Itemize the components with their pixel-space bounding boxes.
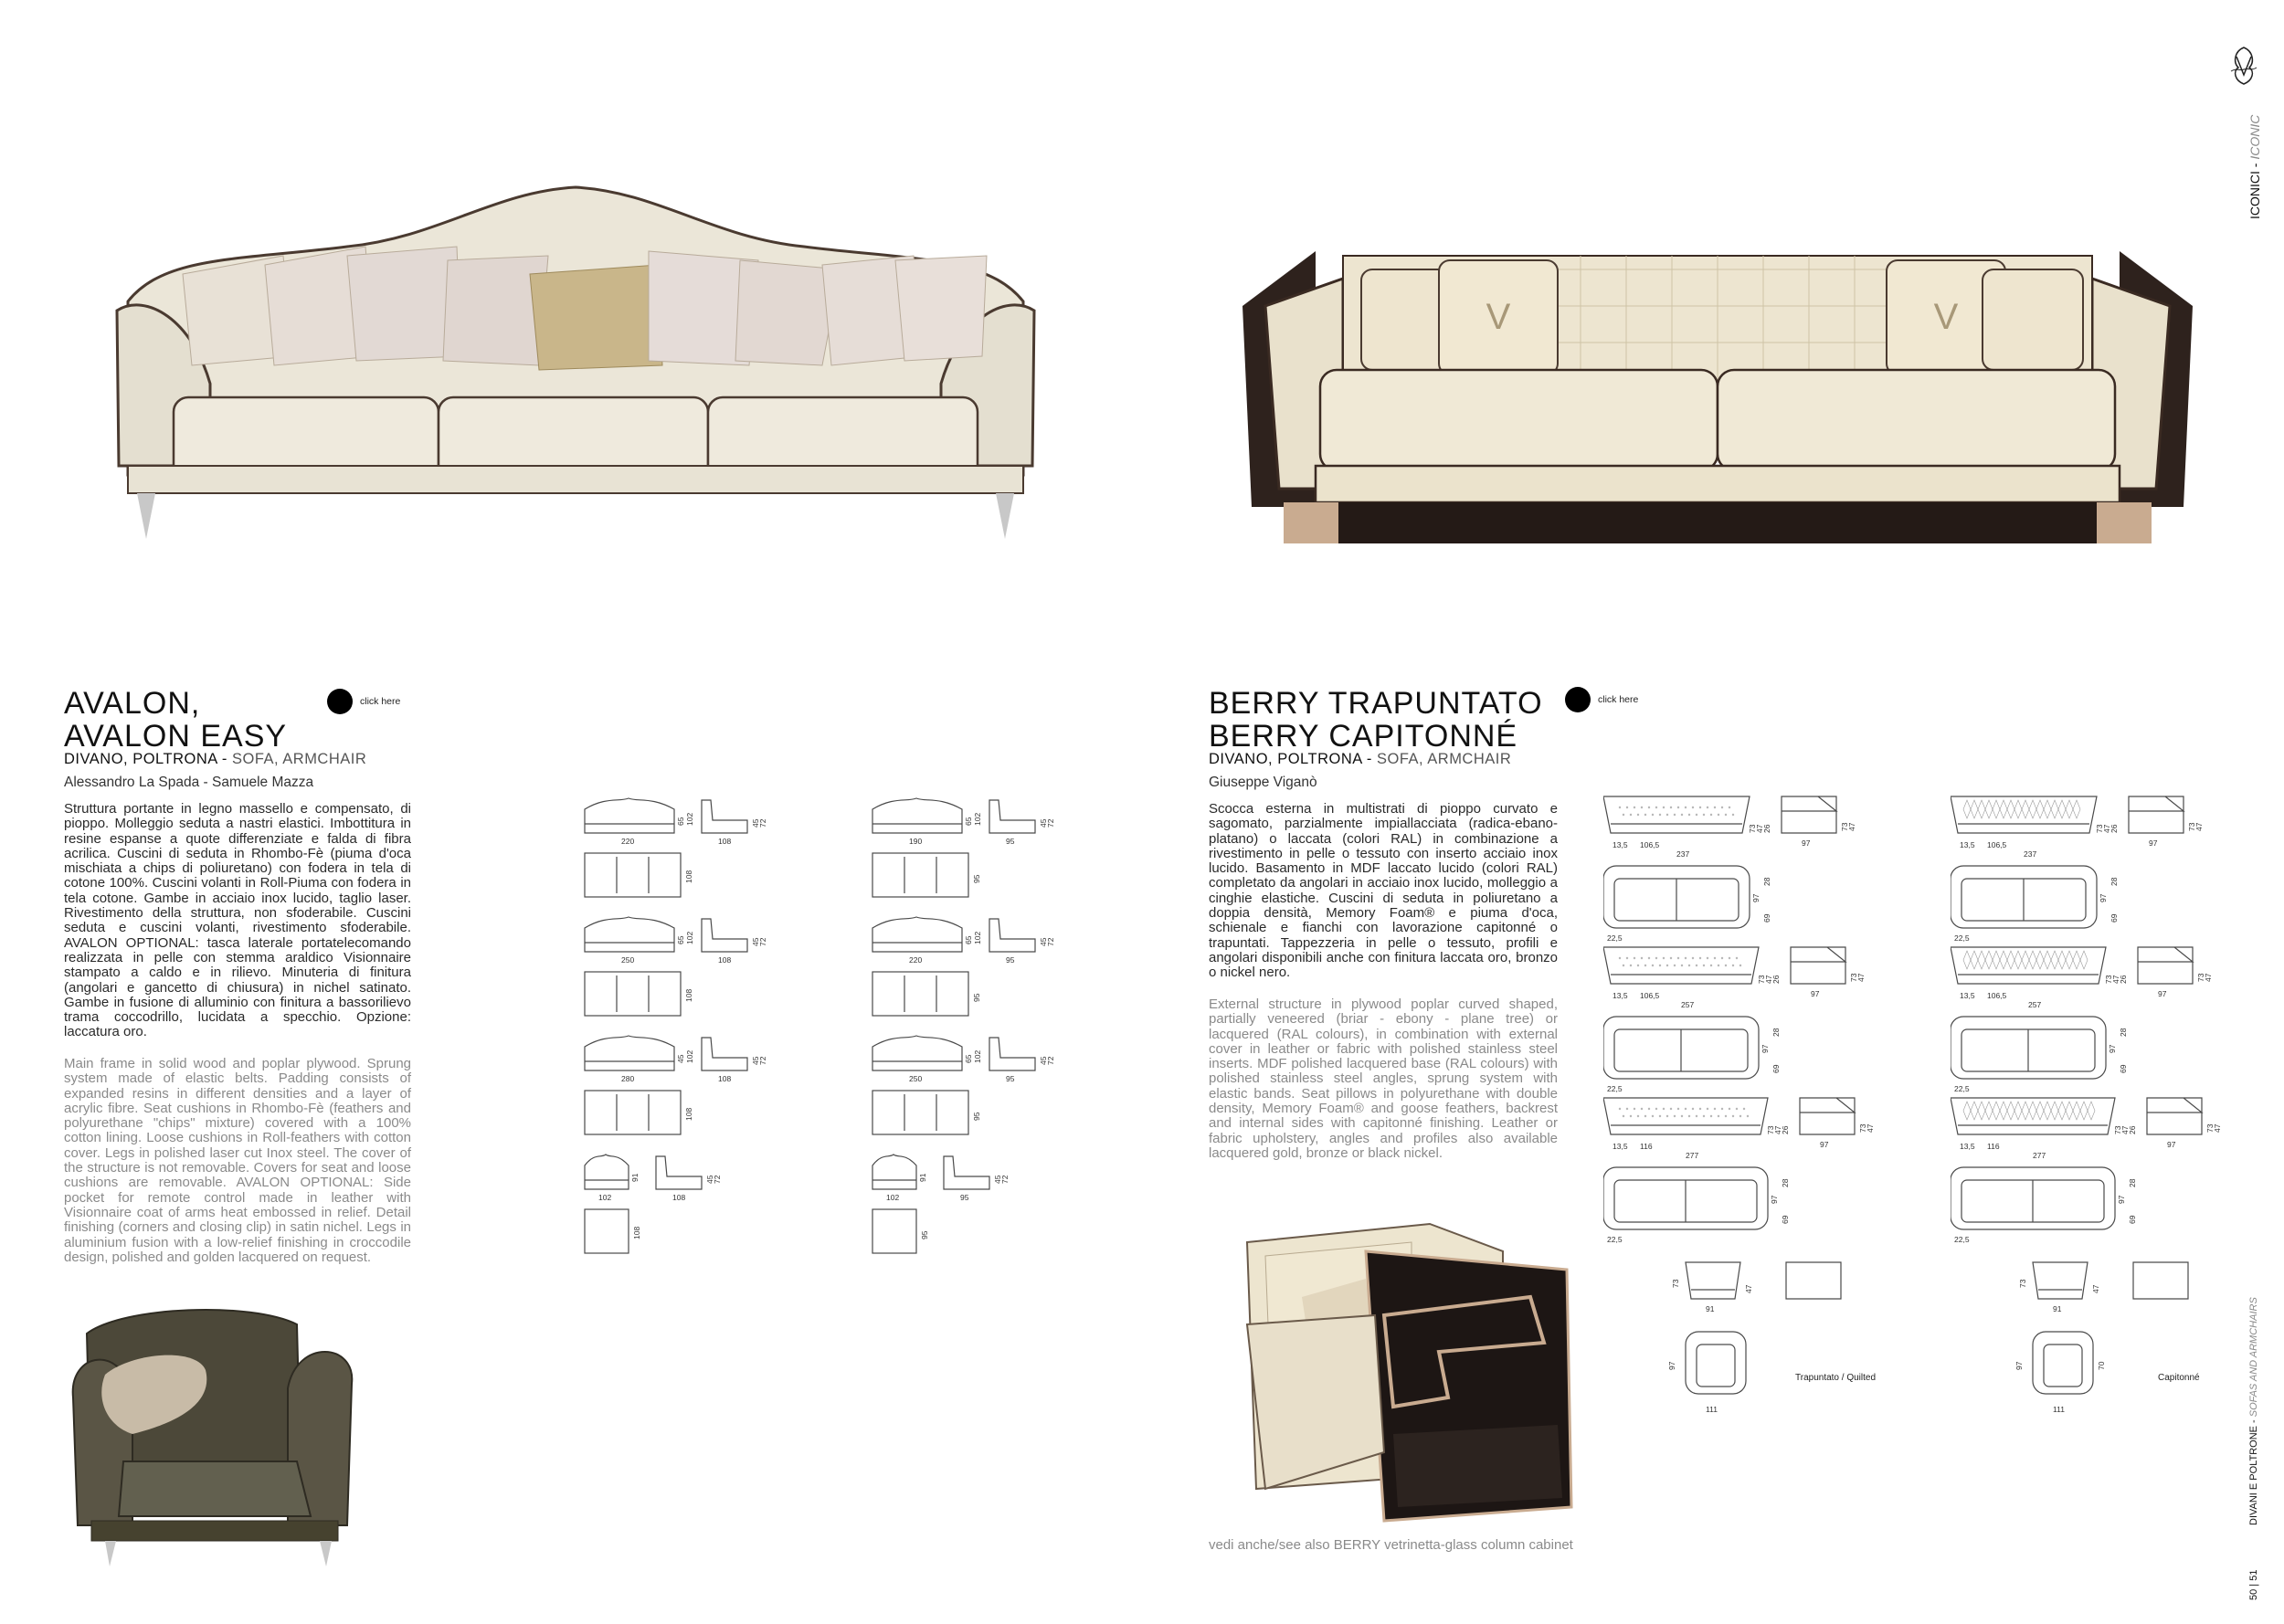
- height-label: 45: [705, 1175, 714, 1184]
- avalon-subtitle: DIVANO, POLTRONA - SOFA, ARMCHAIR: [64, 751, 367, 767]
- dimension-label: 22,5: [1954, 1084, 1970, 1093]
- height-label: 65: [964, 1054, 973, 1063]
- avalon-diagrams-column-a: [583, 796, 811, 1271]
- height-label: 47: [2194, 822, 2204, 831]
- depth-label: 97: [2117, 1195, 2126, 1204]
- svg-text:V: V: [1933, 297, 1959, 337]
- category-label-en: SOFAS AND ARMCHAIRS: [2248, 1297, 2259, 1418]
- height-label: 65: [676, 935, 685, 944]
- side-view-outline: [2147, 1098, 2202, 1134]
- height-label: 72: [1046, 818, 1055, 828]
- width-label: 250: [621, 955, 635, 965]
- depth-label: 95: [1006, 955, 1015, 965]
- height-label: 47: [1866, 1123, 1875, 1133]
- height-label: 73: [1748, 824, 1757, 833]
- depth-label: 97: [2099, 893, 2108, 902]
- dimension-label: 22,5: [1954, 933, 1970, 943]
- avalon-diagram: [585, 1036, 767, 1134]
- depth-label: 97: [1761, 1044, 1770, 1053]
- height-label: 73: [2095, 824, 2104, 833]
- dimension-label: 22,5: [1954, 1235, 1970, 1244]
- height-label: 102: [973, 812, 982, 826]
- top-view-outline: [872, 1209, 916, 1253]
- dimension-label: 13,5: [1960, 991, 1975, 1000]
- armchair-side-outline: [1786, 1262, 1841, 1299]
- width-label: 237: [2024, 849, 2037, 859]
- front-view-outline: [872, 1036, 962, 1070]
- berry-description-en: External structure in plywood poplar curved shaped, partially veneered (briar - ebony - plane tree) or lacquered (RAL colours), in combination with external cover in leather or fabric with polished stainless steel inserts. MDF polished lacquered base (RAL colours) with polished stainless steel angles, sprung system with elastic bands. Seat pillows in polyurethane with double density, Memory Foam® and goose feathers, backrest and internal sides with capitonné finishing. Leather or fabric upholstery, angles and profiles also available lacquered gold, bronze or black nickel.: [1209, 997, 1558, 1161]
- side-view-outline: [1800, 1098, 1855, 1134]
- section-label-en: ICONIC: [2247, 114, 2262, 160]
- width-label: 257: [2028, 1000, 2042, 1009]
- dimension-label: 22,5: [1607, 1235, 1623, 1244]
- avalon-armchair-image: [69, 1297, 361, 1571]
- height-label: 72: [758, 937, 767, 946]
- berry-title-line1: BERRY TRAPUNTATO: [1209, 686, 1543, 721]
- width-label: 257: [1681, 1000, 1695, 1009]
- dimension-label: 13,5: [1613, 1142, 1628, 1151]
- depth-label: 69: [1771, 1064, 1781, 1073]
- armchair-top-outline: [1686, 1332, 1746, 1394]
- click-dot-icon: [1565, 687, 1591, 712]
- depth-label: 69: [2110, 913, 2119, 923]
- front-view-outline: [872, 1155, 916, 1189]
- height-label: 73: [2104, 975, 2113, 984]
- berry-capitonne-diagrams: [1951, 795, 2252, 1425]
- dimension-label: 13,5: [1960, 1142, 1975, 1151]
- dimension-label: 13,5: [1613, 840, 1628, 849]
- berry-quilted-diagrams: [1603, 795, 1905, 1425]
- width-label: 91: [1706, 1304, 1715, 1313]
- height-label: 73: [1766, 1125, 1775, 1134]
- depth-label: 69: [2119, 1064, 2128, 1073]
- dimension-label: 22,5: [1607, 1084, 1623, 1093]
- depth-label: 28: [2110, 877, 2119, 886]
- height-label: 72: [713, 1175, 722, 1184]
- depth-label: 108: [718, 1074, 732, 1083]
- armchair-top-outline: [2033, 1332, 2093, 1394]
- height-label: 73: [2205, 1123, 2215, 1133]
- berry-click-here-button[interactable]: [1565, 687, 1638, 712]
- height-label: 102: [685, 931, 694, 944]
- depth-label: 108: [684, 988, 693, 1002]
- dimension-label: 106,5: [1640, 840, 1660, 849]
- height-label: 26: [1771, 975, 1781, 984]
- avalon-diagrams-column-b: [871, 796, 1099, 1271]
- height-label: 47: [1856, 973, 1866, 982]
- depth-label: 95: [972, 1112, 981, 1121]
- height-label: 73: [1757, 975, 1766, 984]
- page-numbers: 50 | 51: [2248, 1569, 2259, 1600]
- berry-dimension-drawing: [1951, 795, 2252, 1425]
- width-label: 111: [2053, 1405, 2065, 1414]
- berry-diagram: [1951, 796, 2204, 943]
- berry-dimension-drawing: [1603, 795, 1905, 1425]
- width-label: 91: [2053, 1304, 2062, 1313]
- berry-diagram: [1603, 947, 1866, 1093]
- side-view-outline: [1791, 947, 1845, 984]
- depth-label: 97: [1820, 1140, 1829, 1149]
- avalon-diagram: [872, 917, 1055, 1016]
- dimension-label: 116: [1987, 1142, 2000, 1151]
- height-label: 26: [2110, 824, 2119, 833]
- depth-label: 28: [1762, 877, 1771, 886]
- sidebar-section-label: [2247, 115, 2262, 219]
- height-label: 47: [2102, 824, 2111, 833]
- berry-armchair-diagram: [1667, 1262, 1841, 1414]
- height-label: 102: [973, 1049, 982, 1063]
- height-label: 45: [1039, 818, 1048, 828]
- depth-label: 95: [960, 1193, 969, 1202]
- depth-label: 97: [2158, 989, 2167, 998]
- side-view-outline: [2138, 947, 2193, 984]
- avalon-dimension-drawing: [871, 796, 1099, 1271]
- berry-diagram: [1951, 947, 2213, 1093]
- height-label: 65: [964, 817, 973, 826]
- height-label: 72: [1000, 1175, 1010, 1184]
- capitonne-pattern: [1963, 1102, 2095, 1120]
- side-view-outline: [702, 800, 747, 833]
- side-view-outline: [2129, 796, 2184, 833]
- height-label: 47: [2120, 1125, 2130, 1134]
- sidebar-logo: [2227, 44, 2260, 99]
- dimension-label: 13,5: [1960, 840, 1975, 849]
- berry-see-also-caption: vedi anche/see also BERRY vetrinetta-glass column cabinet: [1209, 1537, 1573, 1553]
- avalon-diagram: [585, 1155, 722, 1253]
- height-label: 102: [973, 931, 982, 944]
- height-label: 47: [1755, 824, 1764, 833]
- top-view-outline: [872, 853, 968, 897]
- berry-sofa-image: [1233, 242, 2202, 548]
- capitonne-pattern: [1963, 800, 2080, 818]
- side-view-outline: [989, 1038, 1035, 1070]
- side-view-outline: [656, 1156, 702, 1189]
- front-view-outline: [585, 1155, 629, 1189]
- avalon-sofa-image: [110, 174, 1042, 548]
- height-label: 47: [1847, 822, 1856, 831]
- quilted-pattern: [1619, 1108, 1749, 1117]
- width-label: 250: [909, 1074, 923, 1083]
- height-label: 73: [1840, 822, 1849, 831]
- avalon-description-it: Struttura portante in legno massello e compensato, di pioppo. Molleggio seduta a nastri elastici. Imbottitura in resine espanse a quote differenziate e falda di fibra acrilica. Cuscini di seduta in Rhombo-Fè (piuma d'oca mischiata a chips di poliuretano) con fodera in tela di cotone 100%. Cuscini volanti in Roll-Piuma con fodera in tela cotone. Gambe in acciaio inox lucido, taglio laser. Rivestimento della struttura, non sfoderabile. Cuscini seduta e cuscini volanti, rivestimento sfoderabile. AVALON OPTIONAL: tasca laterale portatelecomando realizzata in pelle con stemma araldico Visionnaire stampato a caldo e in rilievo. Minuteria di finitura (angolari e gancetto di chiusura) in nichel satinato. Gambe in fusione di alluminio con finitura a bassorilievo trama coccodrillo, lucidata a specchio. Opzione: laccatura oro.: [64, 801, 411, 1040]
- berry-title: [1209, 687, 1592, 753]
- avalon-diagram: [585, 798, 767, 897]
- depth-label: 108: [684, 1107, 693, 1121]
- height-label: 73: [1858, 1123, 1867, 1133]
- height-label: 45: [751, 937, 760, 946]
- svg-text:V: V: [1486, 297, 1511, 337]
- depth-label: 108: [718, 955, 732, 965]
- berry-armchair-diagram: [2014, 1262, 2188, 1414]
- height-label: 47: [2111, 975, 2120, 984]
- height-label: 47: [1744, 1284, 1753, 1293]
- berry-armchair-image: [1229, 1215, 1576, 1534]
- height-label: 72: [1046, 937, 1055, 946]
- height-label: 65: [676, 817, 685, 826]
- depth-label: 95: [972, 993, 981, 1002]
- click-dot-icon: [327, 689, 353, 714]
- top-view-outline: [585, 972, 681, 1016]
- width-label: 190: [909, 837, 923, 846]
- width-label: 237: [1676, 849, 1690, 859]
- avalon-diagram: [872, 1155, 1010, 1253]
- front-view-outline: [585, 1036, 674, 1070]
- front-view-outline: [1603, 796, 1750, 833]
- height-label: 45: [751, 818, 760, 828]
- width-label: 111: [1706, 1405, 1718, 1414]
- berry-diagram: [1951, 1098, 2222, 1244]
- top-view-outline: [585, 1209, 629, 1253]
- avalon-description-en: Main frame in solid wood and poplar plywood. Sprung system made of elastic belts. Padding consists of expanded resins in different densities and a layer of acrylic fibre. Seat cushions in Rhombo-Fè (feathers and polyurethane "chips" mixture) covered with a 100% cotton lining. Loose cushions in Roll-feathers with cotton cover. Legs in polished laser cut Inox steel. The cover of the structure is not removable. Covers for seat and loose cushions are removable. AVALON OPTIONAL: Side pocket for remote control made in leather with Visionnaire coat of arms heat embossed in relief. Detail finishing (corners and closing clip) in satin nichel. Legs in aluminium fusion with a low-relief finishing in croccodile design, polished and golden lacquered on request.: [64, 1056, 411, 1265]
- height-label: 26: [1762, 824, 1771, 833]
- height-label: 45: [1039, 1056, 1048, 1065]
- quilted-label: Trapuntato / Quilted: [1795, 1373, 1877, 1383]
- front-view-outline: [1603, 1098, 1768, 1134]
- width-label: 280: [621, 1074, 635, 1083]
- height-label: 47: [2213, 1123, 2222, 1133]
- front-view-outline: [585, 798, 674, 833]
- width-label: 102: [598, 1193, 612, 1202]
- depth-label: 69: [1762, 913, 1771, 923]
- height-label: 102: [685, 1049, 694, 1063]
- depth-label: 97: [1770, 1195, 1779, 1204]
- armchair-side-outline: [2133, 1262, 2188, 1299]
- height-label: 73: [2187, 822, 2196, 831]
- depth-label: 97: [2108, 1044, 2117, 1053]
- dimension-label: 13,5: [1613, 991, 1628, 1000]
- height-label: 72: [1046, 1056, 1055, 1065]
- depth-label: 97: [2149, 838, 2158, 848]
- front-view-outline: [585, 917, 674, 952]
- height-label: 73: [1849, 973, 1858, 982]
- depth-label: 28: [1771, 1028, 1781, 1037]
- width-label: 277: [1686, 1151, 1699, 1160]
- depth-label: 69: [1781, 1215, 1790, 1224]
- height-label: 45: [1039, 937, 1048, 946]
- berry-subtitle: DIVANO, POLTRONA - SOFA, ARMCHAIR: [1209, 751, 1512, 767]
- front-view-outline: [1951, 796, 2097, 833]
- depth-label: 97: [2014, 1361, 2024, 1370]
- height-label: 73: [2113, 1125, 2122, 1134]
- width-label: 220: [909, 955, 923, 965]
- berry-diagram: [1603, 796, 1856, 943]
- depth-label: 28: [1781, 1178, 1790, 1187]
- avalon-diagram: [872, 1036, 1055, 1134]
- depth-label: 108: [718, 837, 732, 846]
- avalon-dimension-drawing: [583, 796, 811, 1271]
- height-label: 72: [758, 1056, 767, 1065]
- top-view-outline: [872, 1091, 968, 1134]
- side-view-outline: [944, 1156, 989, 1189]
- depth-label: 108: [672, 1193, 686, 1202]
- width-label: 220: [621, 837, 635, 846]
- depth-label: 97: [1751, 893, 1761, 902]
- dimension-label: 22,5: [1607, 933, 1623, 943]
- height-label: 73: [2196, 973, 2205, 982]
- depth-label: 95: [1006, 837, 1015, 846]
- depth-label: 69: [2128, 1215, 2137, 1224]
- berry-diagram: [1603, 1098, 1875, 1244]
- depth-label: 70: [2097, 1361, 2106, 1370]
- avalon-diagram: [872, 798, 1055, 897]
- berry-description-it: Scocca esterna in multistrati di pioppo curvato e sagomato, parzialmente impiallacciata (radica-ebano-platano) o laccata (colori RAL) in combinazione a rivestimento in pelle o tessuto con inserto acciaio inox lucido. Basamento in MDF laccato lucido (colori RAL) completato da angolari in acciaio inox lucido, molleggio a cinghie elastiche. Cuscini di seduta in poliuretano a doppia densità, Memory Foam® e piuma d'oca, schienale e fianchi con lavorazione capitonné o trapuntati. Tappezzeria in pelle o tessuto, profili e angolari disponibili anche con finitura laccata oro, bronzo o nickel nero.: [1209, 801, 1558, 981]
- depth-label: 97: [2167, 1140, 2176, 1149]
- side-view-outline: [989, 919, 1035, 952]
- height-label: 26: [2128, 1125, 2137, 1134]
- dimension-label: 106,5: [1987, 840, 2007, 849]
- height-label: 47: [1764, 975, 1773, 984]
- click-here-label: click here: [360, 696, 401, 707]
- avalon-title-line1: AVALON,: [64, 686, 201, 721]
- depth-label: 97: [1811, 989, 1820, 998]
- height-label: 102: [685, 812, 694, 826]
- height-label: 47: [2204, 973, 2213, 982]
- depth-label: 97: [1667, 1361, 1676, 1370]
- armchair-front-outline: [1686, 1262, 1740, 1299]
- height-label: 47: [1773, 1125, 1782, 1134]
- click-here-label: click here: [1598, 694, 1639, 705]
- quilted-pattern: [1619, 957, 1741, 966]
- side-view-outline: [702, 919, 747, 952]
- capitonne-label: Capitonné: [2158, 1373, 2200, 1383]
- height-label: 91: [918, 1173, 927, 1182]
- height-label: 73: [2018, 1279, 2027, 1288]
- height-label: 26: [1781, 1125, 1790, 1134]
- depth-label: 28: [2119, 1028, 2128, 1037]
- height-label: 47: [2091, 1284, 2100, 1293]
- category-label-it: DIVANI E POLTRONE -: [2248, 1417, 2259, 1525]
- depth-label: 108: [684, 870, 693, 883]
- visionnaire-logo-icon: [2227, 44, 2260, 99]
- depth-label: 95: [1006, 1074, 1015, 1083]
- front-view-outline: [872, 917, 962, 952]
- depth-label: 28: [2128, 1178, 2137, 1187]
- avalon-designer: Alessandro La Spada - Samuele Mazza: [64, 775, 314, 790]
- front-view-outline: [872, 798, 962, 833]
- height-label: 45: [993, 1175, 1002, 1184]
- depth-label: 95: [972, 874, 981, 883]
- height-label: 91: [630, 1173, 640, 1182]
- dimension-label: 106,5: [1640, 991, 1660, 1000]
- berry-designer: Giuseppe Viganò: [1209, 775, 1317, 790]
- berry-title-line2: BERRY CAPITONNÉ: [1209, 719, 1518, 754]
- side-view-outline: [989, 800, 1035, 833]
- height-label: 73: [1671, 1279, 1680, 1288]
- width-label: 277: [2033, 1151, 2046, 1160]
- side-view-outline: [1782, 796, 1836, 833]
- armchair-front-outline: [2033, 1262, 2088, 1299]
- depth-label: 97: [1802, 838, 1811, 848]
- side-view-outline: [702, 1038, 747, 1070]
- height-label: 45: [676, 1054, 685, 1063]
- height-label: 72: [758, 818, 767, 828]
- dimension-label: 106,5: [1987, 991, 2007, 1000]
- top-view-outline: [585, 853, 681, 897]
- depth-label: 95: [920, 1230, 929, 1239]
- width-label: 102: [886, 1193, 900, 1202]
- height-label: 65: [964, 935, 973, 944]
- quilted-pattern: [1619, 807, 1734, 816]
- avalon-diagram: [585, 917, 767, 1016]
- section-label-it: ICONICI -: [2247, 159, 2262, 219]
- avalon-title-line2: AVALON EASY: [64, 719, 288, 754]
- capitonne-pattern: [1963, 951, 2088, 969]
- top-view-outline: [585, 1091, 681, 1134]
- top-view-outline: [872, 972, 968, 1016]
- dimension-label: 116: [1640, 1142, 1653, 1151]
- depth-label: 108: [632, 1226, 641, 1239]
- height-label: 26: [2119, 975, 2128, 984]
- avalon-click-here-button[interactable]: [327, 689, 400, 714]
- height-label: 45: [751, 1056, 760, 1065]
